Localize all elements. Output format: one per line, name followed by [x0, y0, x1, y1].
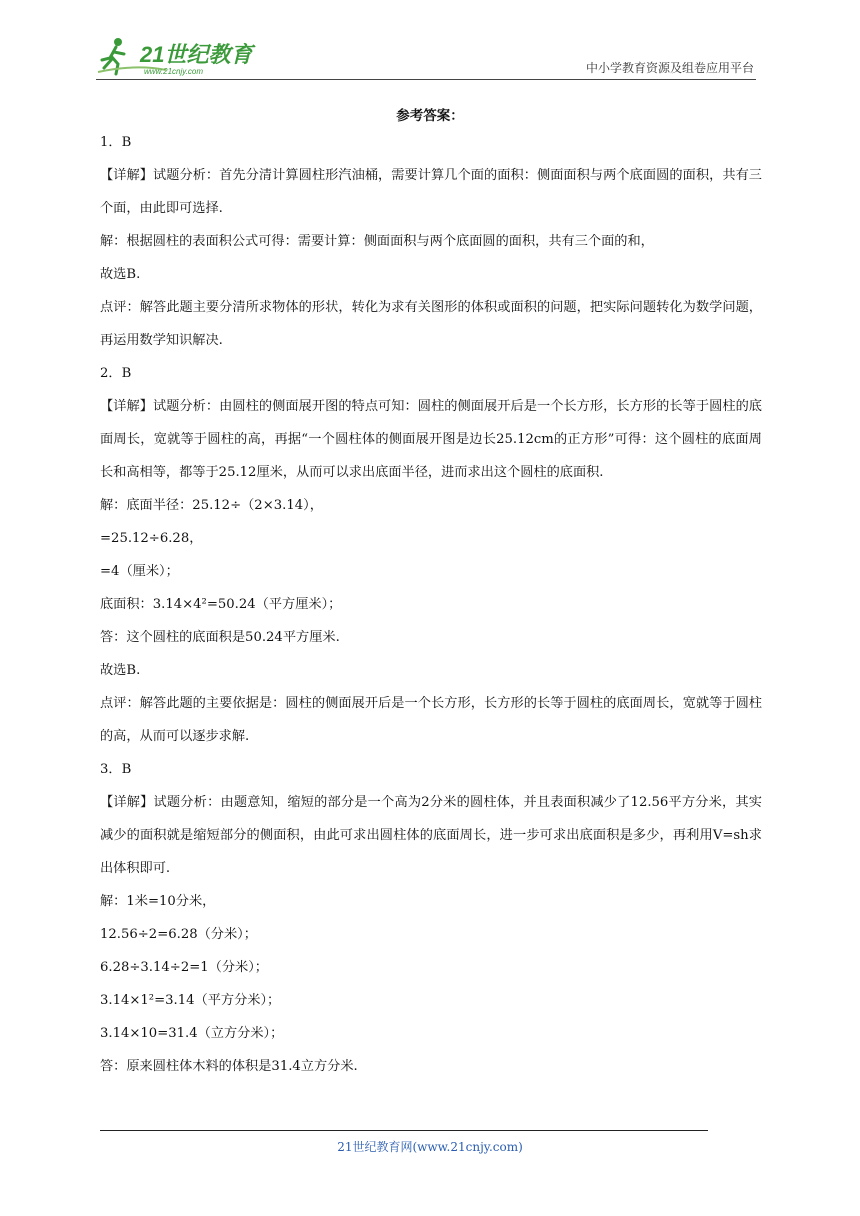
answer-number: 1．B: [100, 135, 132, 150]
logo-url: www.21cnjy.com: [144, 67, 203, 76]
site-logo: [96, 34, 256, 80]
answer-paragraph: =4（厘米）；: [100, 564, 179, 579]
answer-2: [100, 357, 762, 753]
header-divider: [96, 79, 756, 80]
answer-number: 2．B: [100, 366, 132, 381]
answer-paragraph: 答：原来圆柱体木料的体积是31.4立方分米.: [100, 1059, 358, 1074]
answer-1: [100, 126, 762, 357]
answer-paragraph: 3.14×10=31.4（立方分米）；: [100, 1026, 284, 1041]
answer-paragraph: 【详解】试题分析：由圆柱的侧面展开图的特点可知：圆柱的侧面展开后是一个长方形，长方形的长等于圆柱的底面周长，宽就等于圆柱的高，再据“一个圆柱体的侧面展开图是边长25.12cm的正方形”可得：这个圆柱的底面周长和高相等，都等于25.12厘米，从而可以求出底面半径，进而求出这个圆柱的底面积.: [100, 399, 762, 480]
answer-3: [100, 753, 762, 1083]
answer-list: [100, 126, 762, 1083]
answer-paragraph: 12.56÷2=6.28（分米）；: [100, 927, 257, 942]
answer-paragraph: 故选B.: [100, 663, 141, 678]
answer-paragraph: 【详解】试题分析：首先分清计算圆柱形汽油桶，需要计算几个面的面积：侧面面积与两个底面圆的面积，共有三个面，由此即可选择.: [100, 168, 762, 216]
page-title: 参考答案：: [396, 108, 464, 124]
footer-site-link[interactable]: 21世纪教育网(www.21cnjy.com): [337, 1140, 523, 1154]
answer-paragraph: =25.12÷6.28，: [100, 531, 203, 546]
answer-paragraph: 故选B.: [100, 267, 141, 282]
footer-divider: [100, 1130, 708, 1131]
answer-paragraph: 点评：解答此题主要分清所求物体的形状，转化为求有关图形的体积或面积的问题，把实际问题转化为数学问题，再运用数学知识解决.: [100, 300, 762, 348]
page-header: [96, 34, 756, 80]
answer-paragraph: 点评：解答此题的主要依据是：圆柱的侧面展开后是一个长方形，长方形的长等于圆柱的底面周长，宽就等于圆柱的高，从而可以逐步求解.: [100, 696, 762, 744]
logo-wordmark: 21世纪教育: [140, 42, 253, 67]
answer-number: 3．B: [100, 762, 132, 777]
answer-paragraph: 底面积：3.14×4²=50.24（平方厘米）；: [100, 597, 342, 612]
answer-paragraph: 3.14×1²=3.14（平方分米）；: [100, 993, 281, 1008]
platform-name: 中小学教育资源及组卷应用平台: [585, 61, 754, 75]
answer-paragraph: 解：1米=10分米，: [100, 894, 216, 909]
answer-paragraph: 解：底面半径：25.12÷（2×3.14），: [100, 498, 323, 513]
answer-paragraph: 解：根据圆柱的表面积公式可得：需要计算：侧面面积与两个底面圆的面积，共有三个面的和，: [100, 234, 654, 249]
answer-paragraph: 【详解】试题分析：由题意知，缩短的部分是一个高为2分米的圆柱体，并且表面积减少了12.56平方分米，其实减少的面积就是缩短部分的侧面积，由此可求出圆柱体的底面周长，进一步可求出底面积是多少，再利用V=sh求出体积即可.: [100, 795, 762, 876]
answer-paragraph: 答：这个圆柱的底面积是50.24平方厘米.: [100, 630, 340, 645]
answer-paragraph: 6.28÷3.14÷2=1（分米）；: [100, 960, 268, 975]
